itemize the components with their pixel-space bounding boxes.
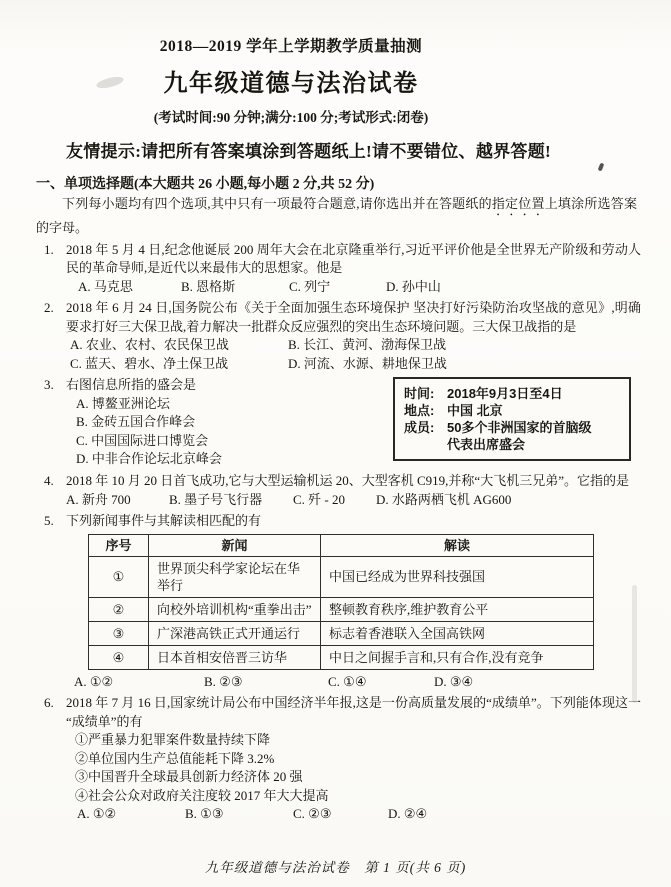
option-a: A. 新舟 700 [66, 491, 131, 507]
statement-2: ②单位国内生产总值能耗下降 3.2% [75, 750, 275, 766]
info-line-time [404, 385, 621, 402]
question-stem: 2018 年 7 月 16 日,国家统计局公布中国经济半年报,这是一份高质量发展的“成绩单”。下列能体现这一“成绩单”的有 [66, 695, 641, 729]
option-d: D. 中非合作论坛北京峰会 [76, 451, 222, 466]
info-line-place [404, 402, 621, 419]
scan-speck [598, 163, 605, 172]
question-2 [36, 299, 641, 373]
option-c: C. ①④ [328, 673, 367, 689]
table-row [89, 621, 594, 645]
option-d: D. 水路两栖飞机 AG600 [376, 491, 512, 507]
section-intro [36, 195, 637, 238]
info-label: 时间: [404, 386, 435, 401]
options-row [66, 491, 641, 510]
table-cell: ① [89, 556, 149, 597]
info-line-members [404, 419, 621, 436]
table-cell: ③ [89, 621, 149, 645]
summit-info-box [393, 377, 631, 461]
intro-text-emphasized: 指定位置 [491, 196, 545, 211]
question-4 [36, 472, 641, 509]
table-header-cell: 解读 [321, 534, 594, 556]
options-row [70, 355, 641, 374]
option-c: C. 中国国际进口博览会 [76, 432, 209, 448]
question-number: 4. [44, 473, 54, 488]
section-heading: 一、单项选择题(本大题共 26 小题,每小题 2 分,共 52 分) [36, 177, 375, 192]
intro-text-post: 上填涂所选答案的字母。 [36, 196, 637, 235]
option-b: B. 恩格斯 [181, 278, 236, 294]
option-b: B. ②③ [204, 673, 243, 689]
table-header-cell: 新闻 [149, 534, 321, 556]
table-cell: 中日之间握手言和,只有合作,没有竞争 [321, 645, 594, 669]
info-label: 地点: [404, 403, 435, 418]
exam-session-line: 2018—2019 学年上学期教学质量抽测 [159, 38, 423, 55]
table-row [89, 645, 594, 669]
option-c: C. 蓝天、碧水、净土保卫战 [70, 355, 229, 371]
news-interpretation-table [88, 534, 594, 670]
option-b: B. 金砖五国合作峰会 [76, 414, 196, 429]
option-b: B. 长江、黄河、渤海保卫战 [288, 337, 447, 352]
question-5 [36, 512, 641, 691]
options-row [70, 336, 641, 355]
option-c: C. 列宁 [289, 278, 331, 294]
option-d: D. 孙中山 [386, 278, 441, 294]
table-cell: 向校外培训机构“重拳出击” [149, 597, 321, 621]
option-a: A. 马克思 [78, 278, 133, 294]
option-c: C. 歼 - 20 [293, 491, 346, 507]
statement-1: ①严重暴力犯罪案件数量持续下降 [75, 732, 271, 747]
info-label [404, 436, 447, 453]
statement-list [66, 731, 641, 805]
option-b: B. 墨子号飞行器 [169, 491, 263, 507]
question-stem: 2018 年 6 月 24 日,国务院公布《关于全面加强生态环境保护 坚决打好污染防治攻坚战的意见》,明确要求打好三大保卫战,着力解决一批群众反应强烈的突出生态环境问题。三大保卫战指的是 [66, 300, 641, 334]
table-cell: 中国已经成为世界科技强国 [321, 556, 594, 597]
table-row [89, 556, 594, 597]
info-value: 代表出席盛会 [447, 437, 526, 452]
question-stem: 2018 年 10 月 20 日首飞成功,它与大型运输机运 20、大型客机 C919,并称“大飞机三兄弟”。它指的是 [66, 473, 629, 488]
table-cell: 日本首相安倍晋三访华 [149, 645, 321, 669]
question-number: 3. [44, 377, 54, 392]
option-d: D. ③④ [434, 673, 474, 689]
statement-3: ③中国晋升全球最具创新力经济体 20 强 [75, 769, 303, 784]
table-cell: ② [89, 597, 149, 621]
table-cell: 整顿教育秩序,维护教育公平 [321, 597, 594, 621]
option-b: B. ①③ [185, 806, 224, 821]
question-number: 1. [44, 241, 54, 257]
question-number: 2. [44, 300, 54, 315]
options-row [78, 278, 641, 297]
exam-info-line: (考试时间:90 分钟;满分:100 分;考试形式:闭卷) [153, 110, 429, 125]
question-stem: 右图信息所指的盛会是 [66, 377, 197, 392]
options-row [77, 805, 641, 824]
question-1 [36, 241, 641, 297]
table-cell: 世界顶尖科学家论坛在华举行 [149, 556, 321, 597]
option-d: D. ②④ [388, 806, 428, 821]
question-number: 6. [44, 695, 54, 710]
option-a: A. ①② [74, 673, 114, 689]
table-row [89, 597, 594, 621]
table-cell: ④ [89, 645, 149, 669]
friendly-notice: 友情提示:请把所有答案填涂到答题纸上!请不要错位、越界答题! [66, 142, 551, 161]
question-3 [36, 376, 641, 469]
question-6 [36, 694, 641, 824]
info-value: 中国 北京 [447, 403, 503, 418]
option-a: A. ①② [77, 806, 117, 821]
info-value: 50多个非洲国家的首脑级 [447, 420, 592, 435]
statement-4: ④社会公众对政府关注度较 2017 年大大提高 [75, 787, 329, 803]
question-stem: 2018 年 5 月 4 日,纪念他诞辰 200 周年大会在北京隆重举行,习近平评价他是全世界无产阶级和劳动人民的革命导师,是近代以来最伟大的思想家。他是 [66, 241, 641, 275]
page-title: 九年级道德与法治试卷 [163, 71, 419, 97]
question-stem: 下列新闻事件与其解读相匹配的有 [66, 513, 262, 528]
question-number: 5. [44, 513, 54, 528]
info-value: 2018年9月3日至4日 [447, 386, 563, 401]
option-a: A. 农业、农村、农民保卫战 [70, 337, 229, 352]
table-header-row [89, 534, 594, 556]
option-a: A. 博鳌亚洲论坛 [76, 395, 170, 411]
info-line-members-cont [404, 436, 621, 453]
options-row [74, 673, 641, 692]
table-header-cell: 序号 [89, 534, 149, 556]
info-label: 成员: [404, 420, 435, 435]
option-d: D. 河流、水源、耕地保卫战 [288, 355, 447, 371]
intro-text-pre: 下列每小题均有四个选项,其中只有一项最符合题意,请你选出并在答题纸的 [62, 196, 492, 211]
table-cell: 广深港高铁正式开通运行 [149, 621, 321, 645]
page-footer: 九年级道德与法治试卷 第 1 页(共 6 页) [204, 860, 467, 875]
table-cell: 标志着香港联入全国高铁网 [321, 621, 594, 645]
option-c: C. ②③ [293, 806, 332, 821]
